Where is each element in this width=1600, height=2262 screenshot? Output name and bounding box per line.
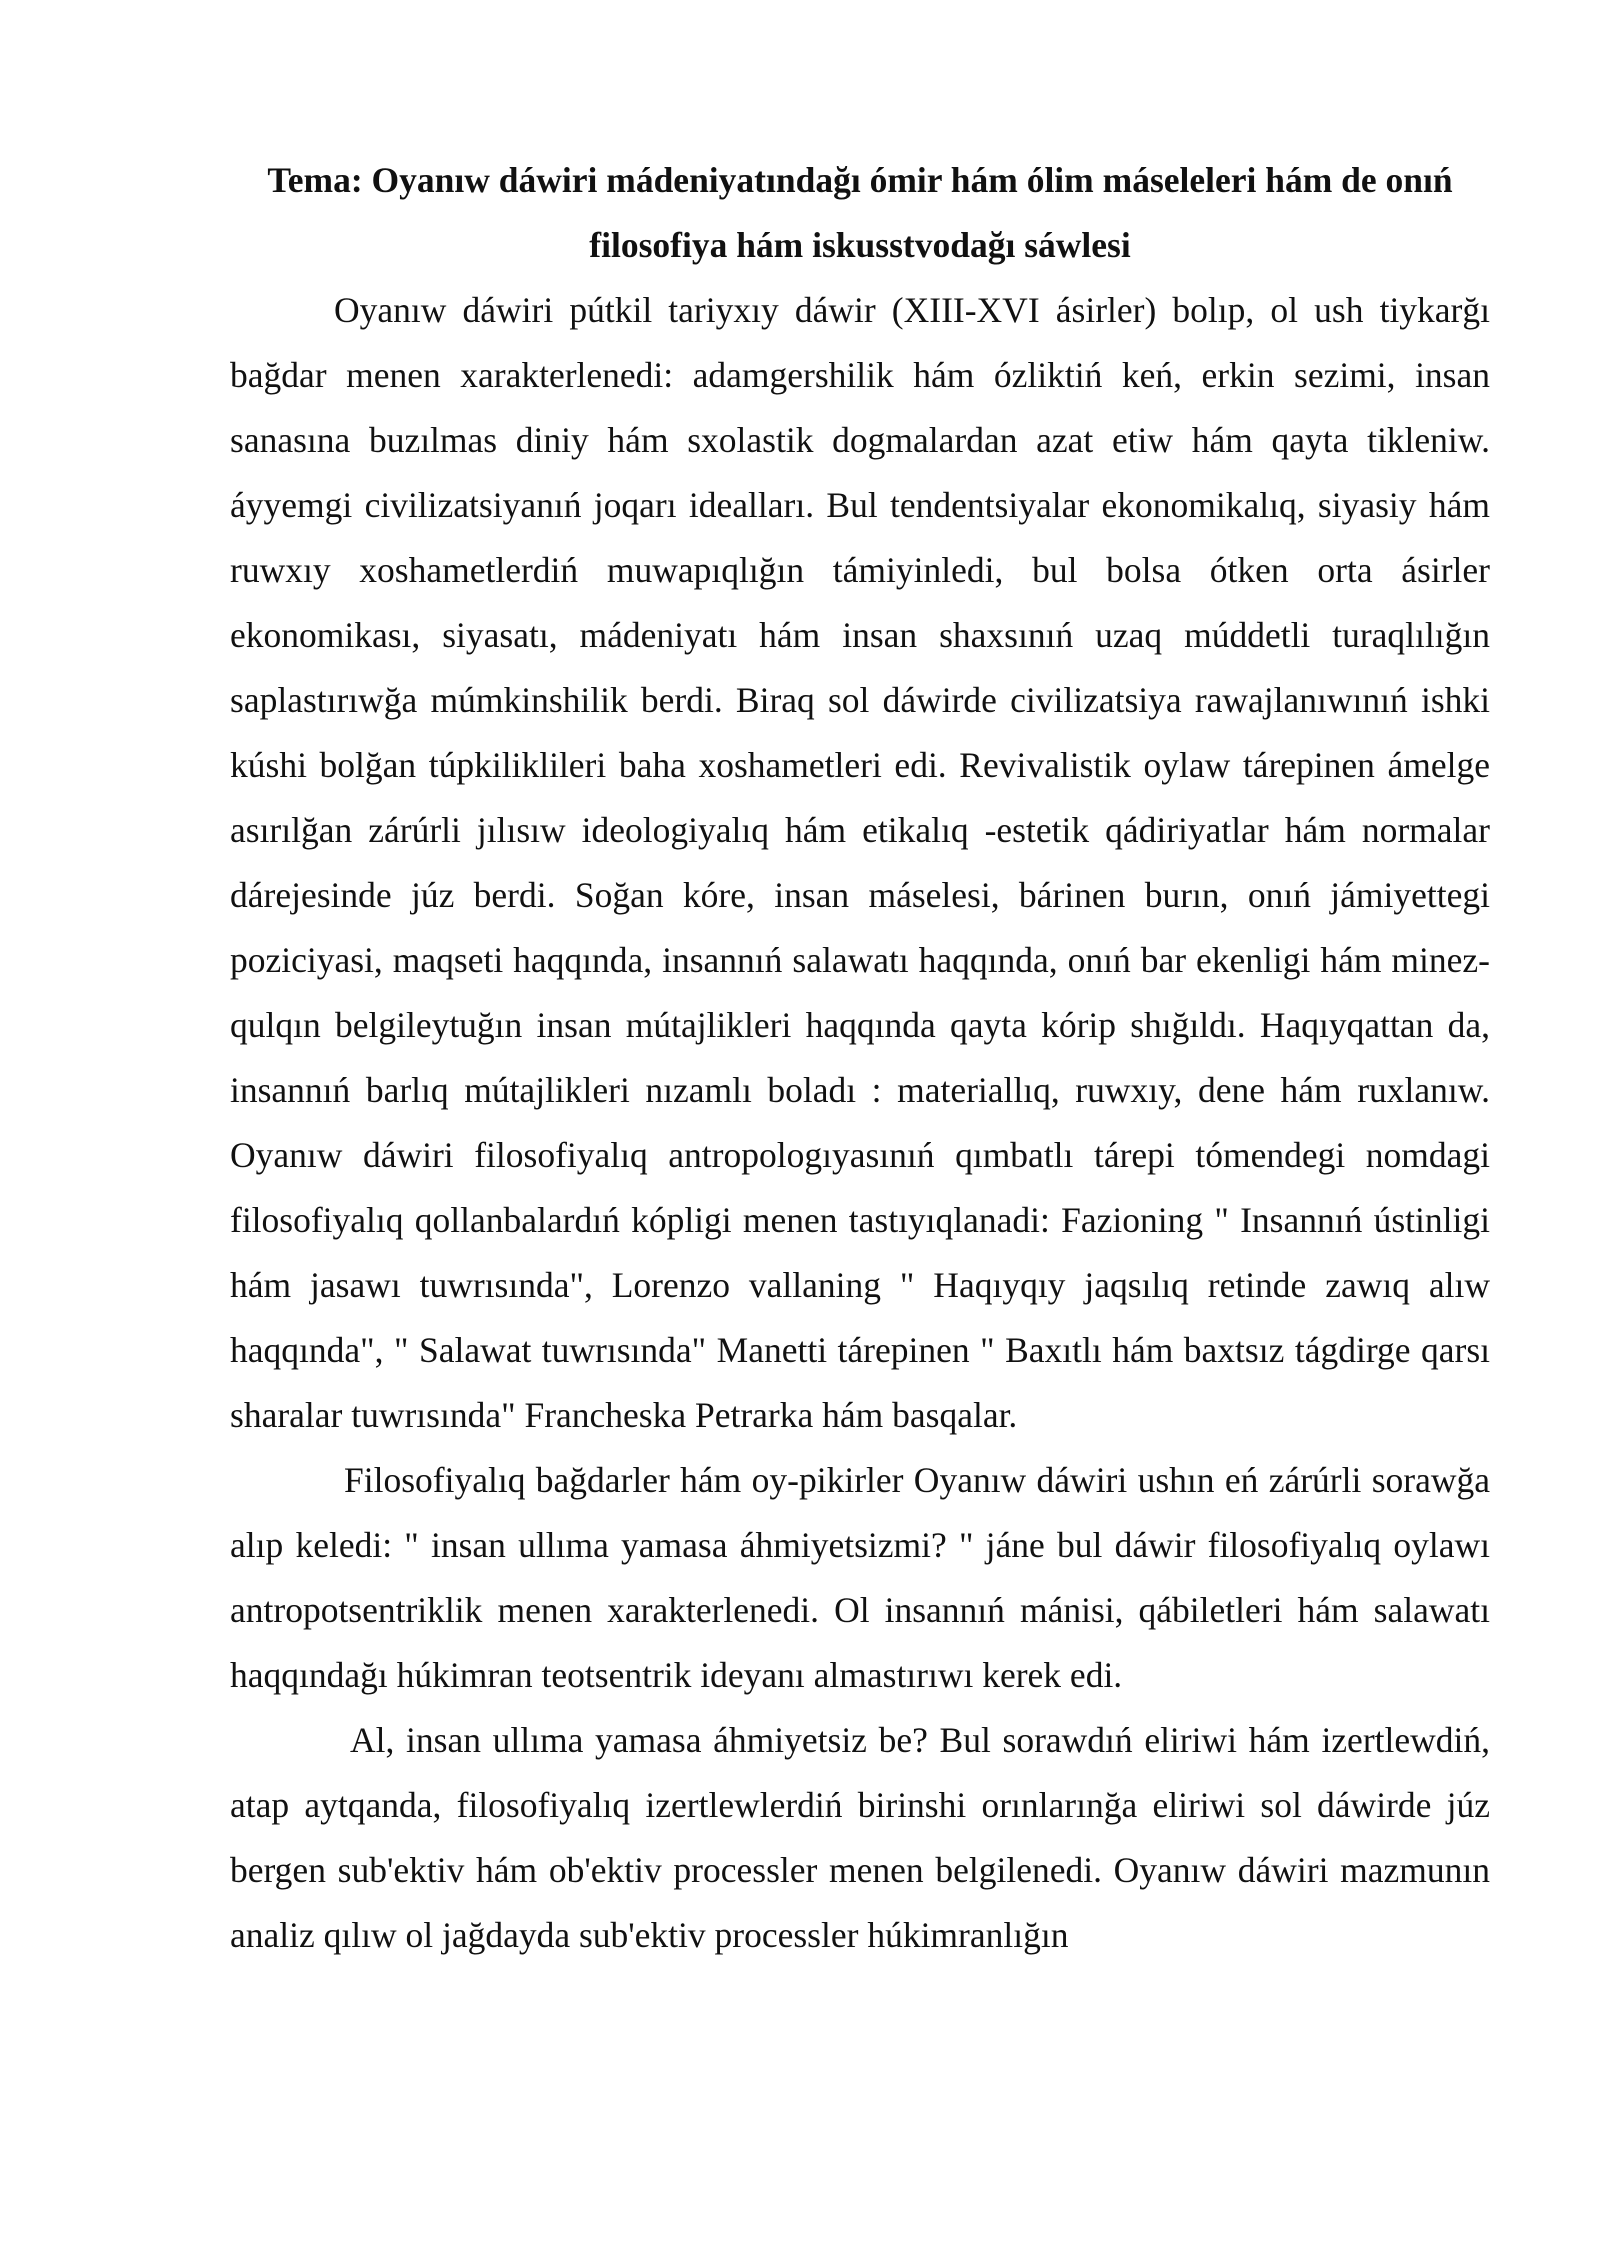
document-title (230, 148, 1490, 278)
paragraph-2: Filosofiyalıq bağdarler hám oy-pikirler Oyanıw dáwiri ushın eń zárúrli sorawğa alıp keledi: " insan ullıma yamasa áhmiyetsizmi? " jáne bul dáwir filosofiyalıq oylawı antropotsentriklik menen xarakterlenedi. Ol insannıń mánisi, qábiletleri hám salawatı haqqındağı húkimran teotsentrik ideyanı almastırıwı kerek edi. (230, 1460, 1490, 1695)
title-line-1: Tema: Oyanıw dáwiri mádeniyatındağı ómir hám ólim máseleleri hám de onıń (267, 160, 1453, 200)
paragraph-3: Al, insan ullıma yamasa áhmiyetsiz be? Bul sorawdıń eliriwi hám izertlewdiń, atap aytqanda, filosofiyalıq izertlewlerdiń birinshi orınlarınğa eliriwi sol dáwirde júz bergen sub'ektiv hám ob'ektiv processler menen belgilenedi. Oyanıw dáwiri mazmunın analiz qılıw ol jağdayda sub'ektiv processler húkimranlığın (230, 1720, 1490, 1955)
title-line-2: filosofiya hám iskusstvodağı sáwlesi (589, 225, 1131, 265)
document-body (230, 148, 1490, 1968)
paragraph-1: Oyanıw dáwiri pútkil tariyxıy dáwir (XIII-XVI ásirler) bolıp, ol ush tiykarğı bağdar menen xarakterlenedi: adamgershilik hám ózliktiń keń, erkin sezimi, insan sanasına buzılmas diniy hám sxolastik dogmalardan azat etiw hám qayta tikleniw. áyyemgi civilizatsiyanıń joqarı idealları. Bul tendentsiyalar ekonomikalıq, siyasiy hám ruwxıy xoshametlerdiń muwapıqlığın támiyinledi, bul bolsa ótken orta ásirler ekonomikası, siyasatı, mádeniyatı hám insan shaxsınıń uzaq múddetli turaqlılığın saplastırıwğa múmkinshilik berdi. Biraq sol dáwirde civilizatsiya rawajlanıwınıń ishki kúshi bolğan túpkiliklileri baha xoshametleri edi. Revivalistik oylaw tárepinen ámelge asırılğan zárúrli jılısıw ideologiyalıq hám etikalıq -estetik qádiriyatlar hám normalar dárejesinde júz berdi. Soğan kóre, insan máselesi, bárinen burın, onıń jámiyettegi poziciyasi, maqseti haqqında, insannıń salawatı haqqında, onıń bar ekenligi hám minez-qulqın belgileytuğın insan mútajlikleri haqqında qayta kórip shığıldı. Haqıyqattan da, insannıń barlıq mútajlikleri nızamlı boladı : materiallıq, ruwxıy, dene hám ruxlanıw. Oyanıw dáwiri filosofiyalıq antropologıyasınıń qımbatlı tárepi tómendegi nomdagi filosofiyalıq qollanbalardıń kópligi menen tastıyıqlanadi: Fazioning " Insannıń ústinligi hám jasawı tuwrısında", Lorenzo vallaning " Haqıyqıy jaqsılıq retinde zawıq alıw haqqında", " Salawat tuwrısında" Manetti tárepinen " Baxıtlı hám baxtsız tágdirge qarsı sharalar tuwrısında" Francheska Petrarka hám basqalar. (230, 290, 1490, 1435)
